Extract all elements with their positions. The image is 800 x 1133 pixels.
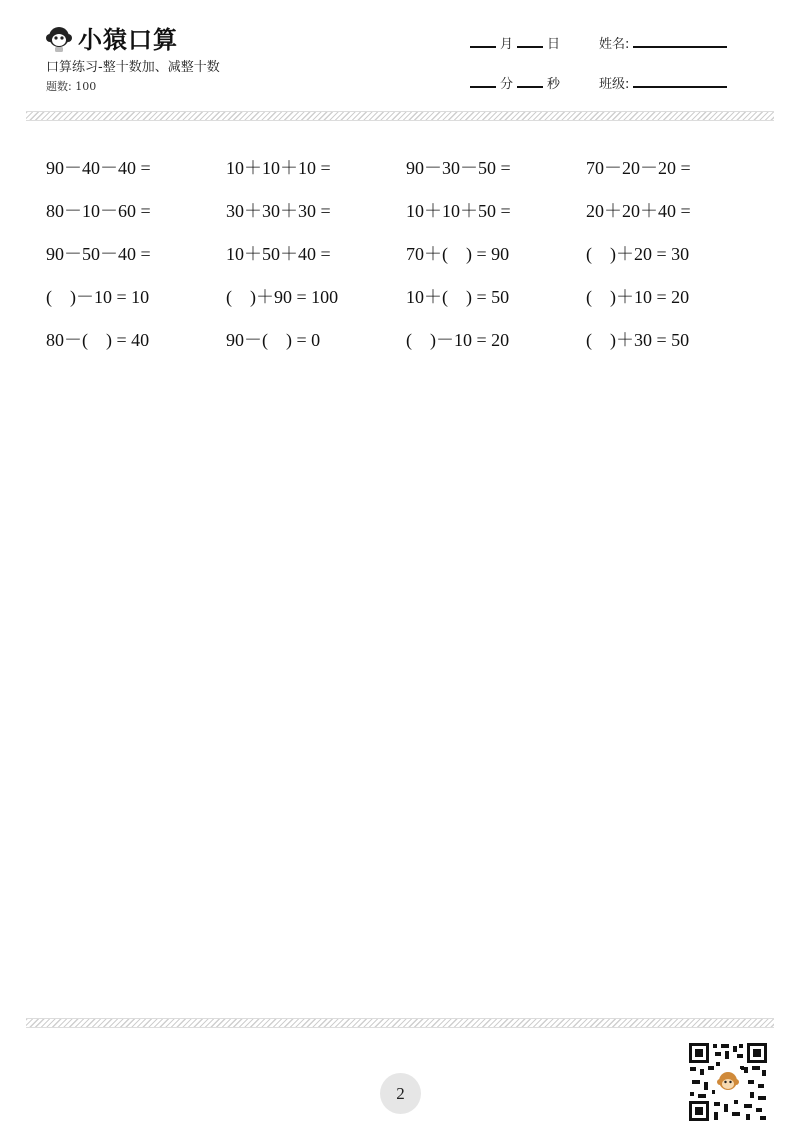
name-blank[interactable] xyxy=(633,46,727,48)
page-number: 2 xyxy=(380,1073,421,1114)
class-blank[interactable] xyxy=(633,86,727,88)
day-label: 日 xyxy=(547,37,561,52)
problem-item: 80－( ) = 40 xyxy=(46,330,150,350)
logo xyxy=(44,20,178,55)
problem-count-value: 100 xyxy=(75,80,97,93)
qr-code-icon xyxy=(688,1042,768,1122)
footer-divider xyxy=(26,1018,774,1028)
problem-item: ( )＋10 = 20 xyxy=(586,287,690,307)
problem-item: 70－20－20 = xyxy=(586,158,691,178)
problem-item: 90－( ) = 0 xyxy=(226,330,321,350)
class-field xyxy=(599,73,731,92)
problem-item: ( )－10 = 10 xyxy=(46,287,150,307)
problem-item: 90－40－40 = xyxy=(46,158,151,178)
class-label: 班级: xyxy=(599,77,630,92)
second-label: 秒 xyxy=(547,77,561,92)
name-label: 姓名: xyxy=(599,37,630,52)
problem-count xyxy=(46,78,96,94)
problem-item: 10＋10＋10 = xyxy=(226,158,331,178)
problem-item: 80－10－60 = xyxy=(46,201,151,221)
worksheet-subtitle: 口算练习-整十数加、减整十数 xyxy=(46,60,220,75)
month-label: 月 xyxy=(500,37,514,52)
problem-count-label: 题数: xyxy=(46,80,76,93)
problem-item: ( )＋20 = 30 xyxy=(586,244,690,264)
date-fields xyxy=(466,33,560,52)
problem-item: 70＋( ) = 90 xyxy=(406,244,510,264)
problem-item: 10＋50＋40 = xyxy=(226,244,331,264)
header-divider xyxy=(26,111,774,121)
problem-item: 10＋10＋50 = xyxy=(406,201,511,221)
problem-item: ( )＋90 = 100 xyxy=(226,287,339,307)
monkey-face-icon xyxy=(44,23,74,53)
month-blank[interactable] xyxy=(470,46,496,48)
name-field xyxy=(599,33,731,52)
problem-item: 20＋20＋40 = xyxy=(586,201,691,221)
problem-item: 90－30－50 = xyxy=(406,158,511,178)
minute-blank[interactable] xyxy=(470,86,496,88)
problem-item: 30＋30＋30 = xyxy=(226,201,331,221)
time-fields xyxy=(466,73,560,92)
problem-item: 90－50－40 = xyxy=(46,244,151,264)
problem-item: ( )－10 = 20 xyxy=(406,330,510,350)
logo-text: 小猿口算 xyxy=(78,26,178,54)
day-blank[interactable] xyxy=(517,46,543,48)
problem-item: 10＋( ) = 50 xyxy=(406,287,510,307)
second-blank[interactable] xyxy=(517,86,543,88)
minute-label: 分 xyxy=(500,77,514,92)
problem-item: ( )＋30 = 50 xyxy=(586,330,690,350)
